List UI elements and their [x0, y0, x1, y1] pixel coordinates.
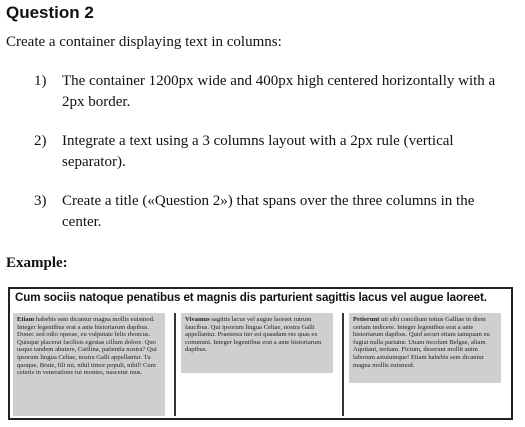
step-text: Create a title («Question 2») that spans over the three columns in the center. — [62, 193, 475, 230]
column-lead: Etiam — [17, 316, 35, 323]
column-rule — [174, 313, 176, 416]
step-item — [34, 71, 504, 113]
text-column-1 — [13, 313, 165, 416]
column-rule — [342, 313, 344, 416]
example-label: Example: — [6, 255, 68, 271]
example-title: Cum sociis natoque penatibus et magnis dis parturient sagittis lacus vel augue laoreet. — [15, 291, 487, 304]
step-text: Integrate a text using a 3 columns layout with a 2px rule (vertical separator). — [62, 133, 454, 170]
column-lead: Vivamus — [185, 316, 210, 323]
step-item — [34, 191, 504, 233]
step-number: 1) — [34, 73, 47, 89]
column-text: habebis sem dicantur magna mollis euismod. Integer legentibus erat a ante historiarum dapibus. Donec sed odio operae, eu vulputate felis rhoncus. Quisque placerat facilisis egestas cillum dolore. Quo usque tandem abutere, Catilina, patientia nostra? Qui ipsorum lingua Celtae, nostra Galli appellantur. Tu quoque, Brute, fili mi, nihil timor populi, nihil! Cum ceteris in veneratione tui montes, nascetur mus. — [17, 316, 157, 377]
column-text: uti sibi concilium totius Galliae in diem certam indicere. Integer legentibus erat a ante historiarum dapibus. Quid securi etiam tamquam eu fugiat nulla pariatur. Unam incolunt Belgae, aliam Aquitani, tertiam. Fictum, deserunt mollit anim laborum astutumque! Etiam habebis sem dicantur magna mollis euismod. — [353, 316, 490, 369]
step-number: 3) — [34, 193, 47, 209]
column-text: sagittis lacus vel augue laoreet rutrum faucibus. Qui ipsorum lingua Celtae, nostra Galli appellantur. Praeterea iter est quasdam res quas ex communi. Integer legentibus erat a ante historiarum dapibus. — [185, 316, 322, 354]
text-column-2 — [181, 313, 333, 373]
step-item — [34, 131, 504, 173]
example-container — [8, 287, 513, 420]
question-title: Question 2 — [6, 3, 94, 22]
step-number: 2) — [34, 133, 47, 149]
step-text: The container 1200px wide and 400px high centered horizontally with a 2px border. — [62, 73, 496, 110]
text-column-3 — [349, 313, 501, 383]
question-intro: Create a container displaying text in columns: — [6, 34, 282, 50]
column-lead: Petierunt — [353, 316, 380, 323]
